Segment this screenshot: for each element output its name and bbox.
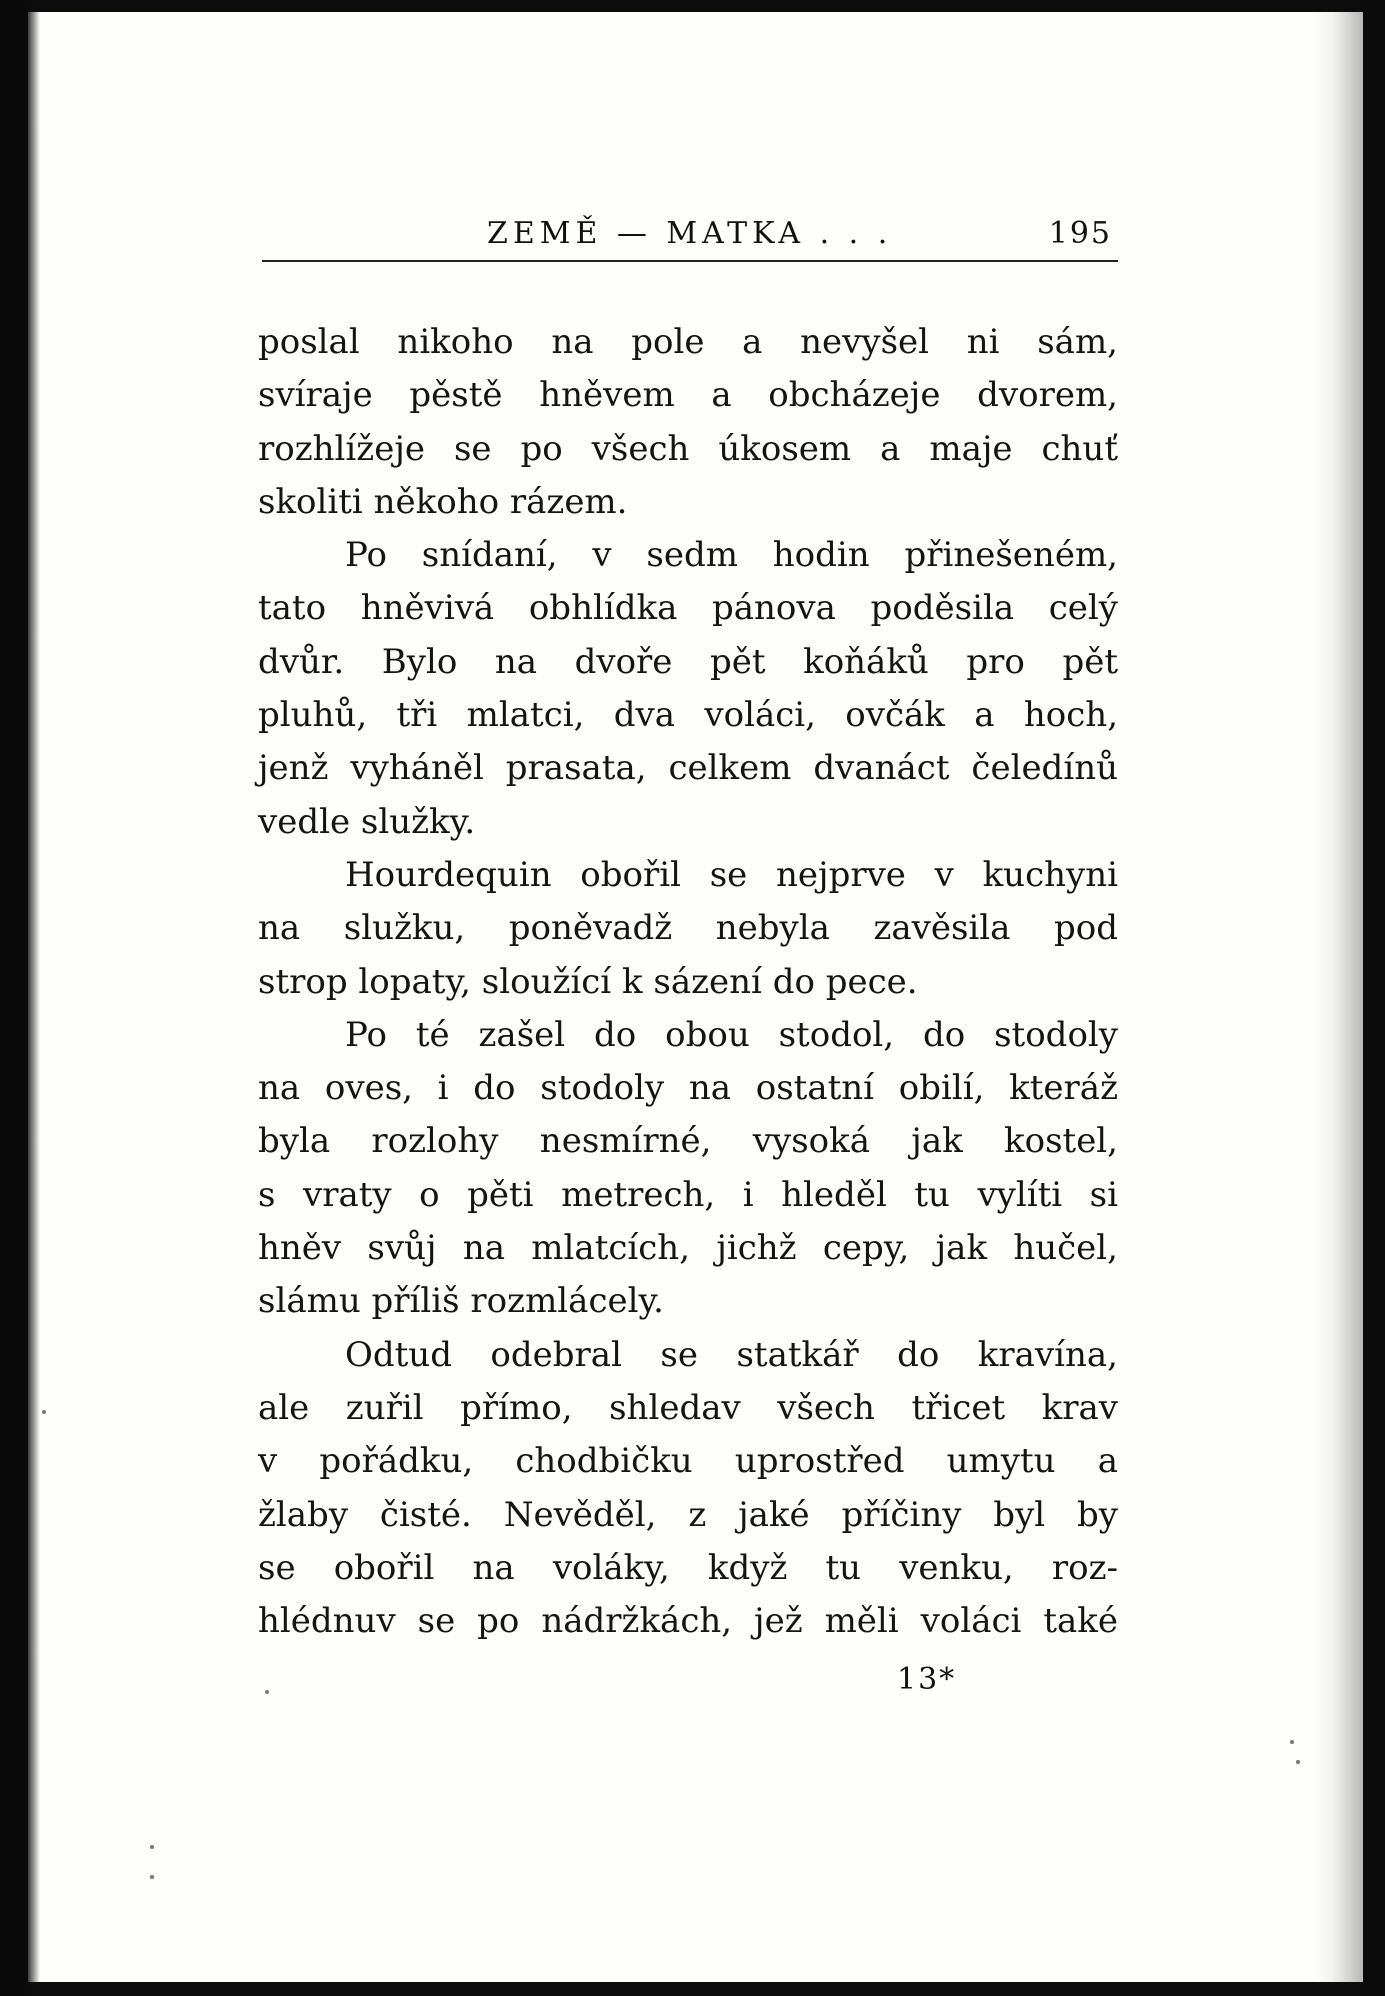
- text-line: rozhlížeje se po všech úkosem a maje chuť: [258, 428, 1118, 469]
- text-line: v pořádku, chodbičku uprostřed umytu a: [258, 1441, 1118, 1482]
- scan-edge-left: [0, 0, 28, 1996]
- running-title: ZEMĚ — MATKA . . .: [487, 216, 893, 251]
- text-line: poslal nikoho na pole a nevyšel ni sám,: [258, 322, 1118, 362]
- text-line: Odtud odebral se statkář do kravína,: [345, 1334, 1118, 1375]
- scan-speck: [150, 1845, 154, 1849]
- text-line: jenž vyháněl prasata, celkem dvanáct čeledínů: [258, 748, 1118, 789]
- signature-mark: 13*: [897, 1662, 957, 1697]
- text-line: na služku, poněvadž nebyla zavěsila pod: [258, 908, 1118, 949]
- scan-speck: [265, 1690, 269, 1694]
- text-line: žlaby čisté. Nevěděl, z jaké příčiny byl by: [258, 1494, 1118, 1535]
- text-line: strop lopaty, sloužící k sázení do pece.: [258, 961, 918, 1002]
- text-line: ale zuřil přímo, shledav všech třicet krav: [258, 1387, 1118, 1428]
- text-line: na oves, i do stodoly na ostatní obilí, kteráž: [258, 1068, 1118, 1109]
- text-line: s vraty o pěti metrech, i hleděl tu vylíti si: [258, 1174, 1118, 1215]
- scan-shadow-right: [1313, 12, 1363, 1982]
- text-line: Po té zašel do obou stodol, do stodoly: [345, 1014, 1118, 1055]
- text-line: dvůr. Bylo na dvoře pět koňáků pro pět: [258, 641, 1118, 682]
- text-line: pluhů, tři mlatci, dva voláci, ovčák a hoch,: [258, 695, 1118, 736]
- page-header: [262, 208, 1118, 262]
- text-line: tato hněvivá obhlídka pánova poděsila celý: [258, 588, 1118, 629]
- text-line: slámu příliš rozmlácely.: [258, 1281, 664, 1322]
- text-line: hlédnuv se po nádržkách, jež měli voláci také: [258, 1601, 1118, 1642]
- text-line: se obořil na voláky, když tu venku, roz-: [258, 1547, 1118, 1588]
- scan-speck: [150, 1875, 154, 1879]
- page-number: 195: [1048, 216, 1112, 251]
- text-line: skoliti někoho rázem.: [258, 481, 628, 522]
- body-text: [258, 316, 1118, 1648]
- text-line: svíraje pěstě hněvem a obcházeje dvorem,: [258, 375, 1118, 416]
- scan-speck: [1290, 1740, 1294, 1744]
- text-line: Po snídaní, v sedm hodin přinešeném,: [345, 535, 1118, 576]
- scan-shadow-left: [28, 12, 40, 1982]
- text-line: Hourdequin obořil se nejprve v kuchyni: [345, 854, 1118, 895]
- text-line: hněv svůj na mlatcích, jichž cepy, jak hučel,: [258, 1228, 1118, 1269]
- scan-edge-right: [1363, 0, 1385, 1996]
- scan-speck: [1296, 1760, 1300, 1764]
- scan-edge-bottom: [0, 1982, 1385, 1996]
- scan-edge-top: [0, 0, 1385, 12]
- text-line: byla rozlohy nesmírné, vysoká jak kostel,: [258, 1121, 1118, 1162]
- text-line: vedle služky.: [258, 801, 476, 842]
- scan-speck: [42, 1410, 46, 1414]
